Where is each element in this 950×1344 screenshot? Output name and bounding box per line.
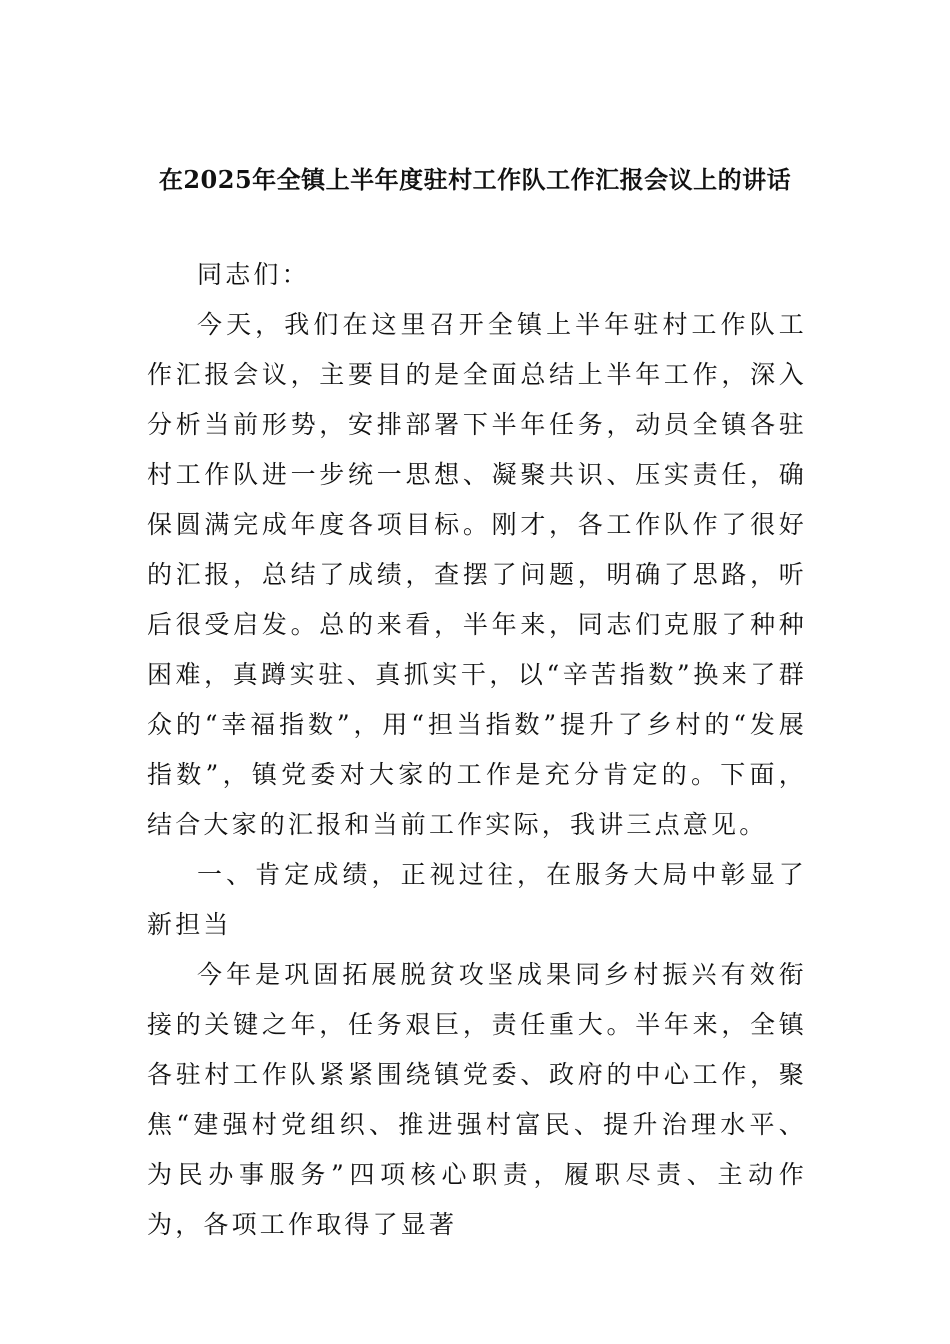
section-heading: 一、肯定成绩，正视过往，在服务大局中彰显了新担当 (147, 860, 807, 939)
body-paragraph: 今年是巩固拓展脱贫攻坚成果同乡村振兴有效衔接的关键之年，任务艰巨，责任重大。半年来，全镇各驻村工作队紧紧围绕镇党委、政府的中心工作，聚焦“建强村党组织、推进强村富民、提升治理水平、为民办事服务”四项核心职责，履职尽责、主动作为，各项工作取得了显著 (147, 960, 807, 1239)
salutation-paragraph: 同志们： (197, 260, 310, 289)
document-body (147, 250, 807, 1250)
document-title: 在2025年全镇上半年度驻村工作队工作汇报会议上的讲话 (158, 165, 792, 194)
intro-paragraph: 今天，我们在这里召开全镇上半年驻村工作队工作汇报会议，主要目的是全面总结上半年工作，深入分析当前形势，安排部署下半年任务，动员全镇各驻村工作队进一步统一思想、凝聚共识、压实责任，确保圆满完成年度各项目标。刚才，各工作队作了很好的汇报，总结了成绩，查摆了问题，明确了思路，听后很受启发。总的来看，半年来，同志们克服了种种困难，真蹲实驻、真抓实干，以“辛苦指数”换来了群众的“幸福指数”，用“担当指数”提升了乡村的“发展指数”，镇党委对大家的工作是充分肯定的。下面，结合大家的汇报和当前工作实际，我讲三点意见。 (147, 310, 807, 839)
